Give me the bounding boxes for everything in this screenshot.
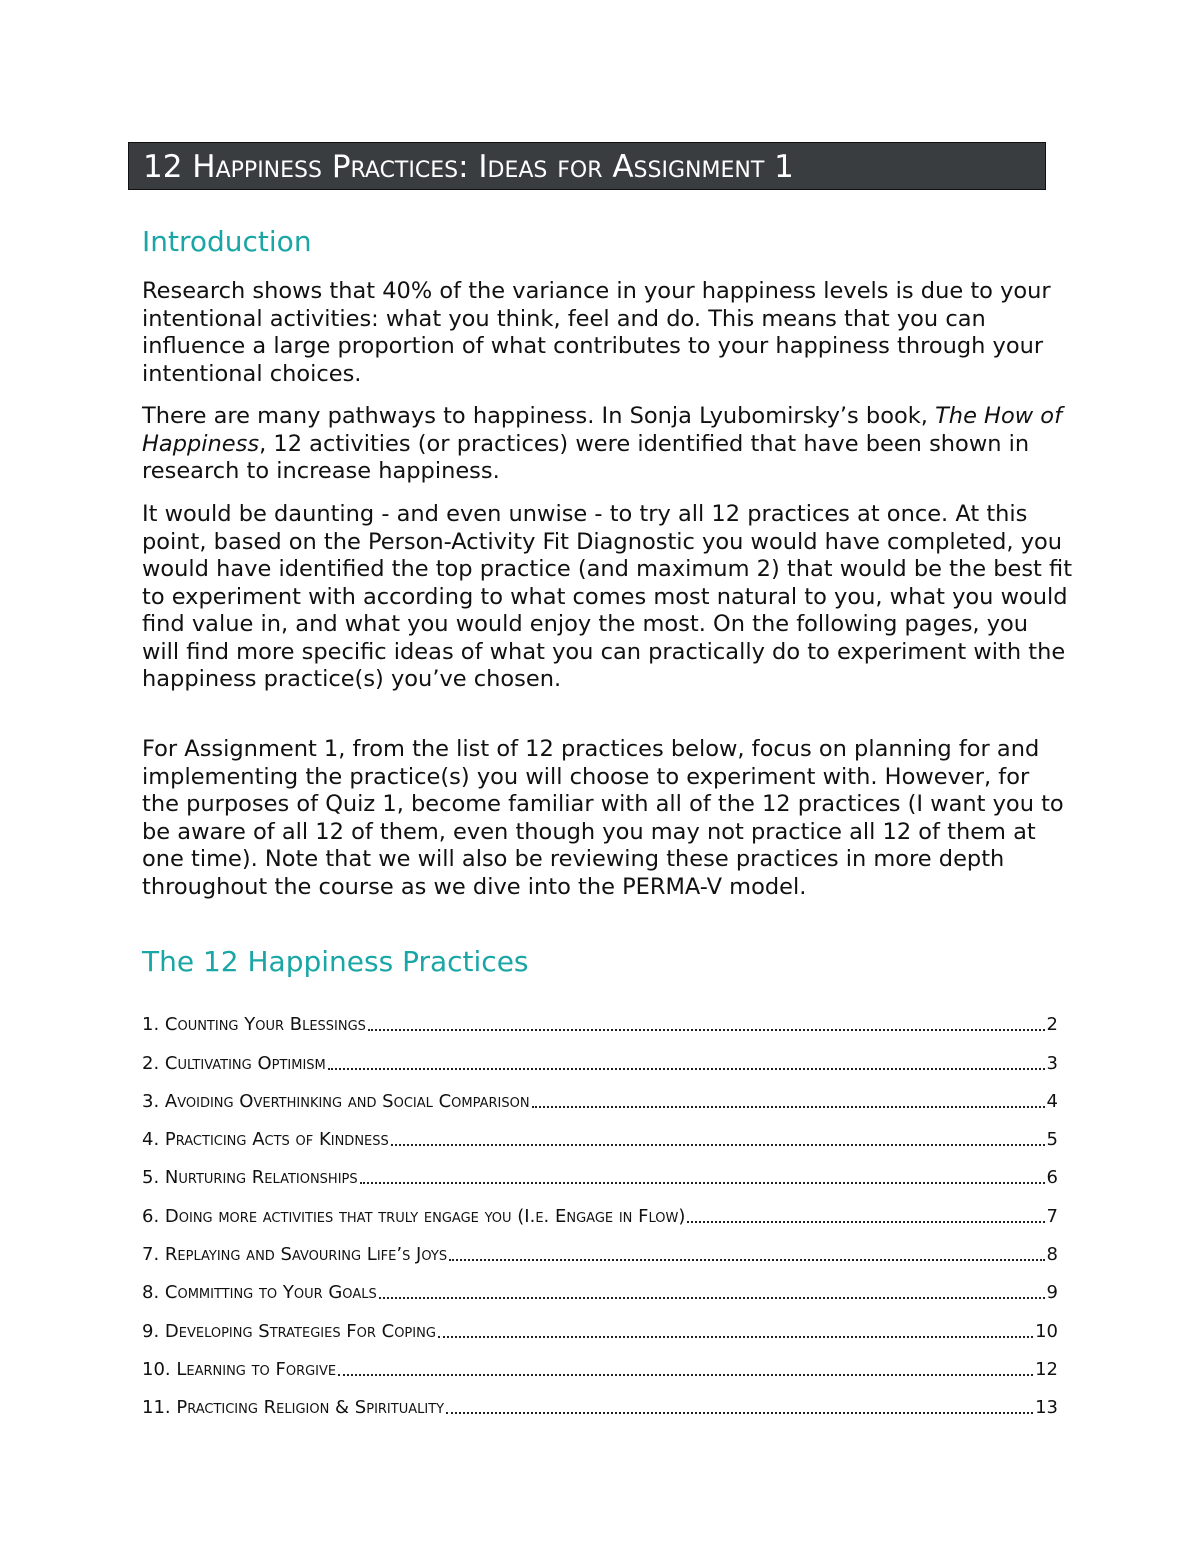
- toc-dot-leader: [449, 1259, 1044, 1261]
- toc-page-number[interactable]: 13: [1035, 1397, 1058, 1419]
- toc-entry[interactable]: [142, 1304, 1058, 1342]
- toc-dot-leader: [360, 1182, 1045, 1184]
- paragraph-pathways-end: , 12 activities (or practices) were identified that have been shown in research to increase happiness.: [142, 430, 1030, 484]
- toc-page-number[interactable]: 10: [1035, 1320, 1058, 1342]
- toc-entry[interactable]: [142, 1228, 1058, 1266]
- toc-entry[interactable]: [142, 1036, 1058, 1074]
- toc-entry[interactable]: [142, 1075, 1058, 1113]
- toc-entry[interactable]: [142, 1189, 1058, 1227]
- toc-entry[interactable]: [142, 1381, 1058, 1419]
- document-title: 12 Happiness Practices: Ideas for Assignment 1: [143, 149, 794, 185]
- toc-entry-label[interactable]: 5. Nurturing Relationships: [142, 1167, 358, 1189]
- book-title: The How of Happiness: [142, 403, 1062, 457]
- toc-entry-label[interactable]: 3. Avoiding Overthinking and Social Comparison: [142, 1090, 530, 1112]
- toc-dot-leader: [328, 1068, 1045, 1070]
- toc-entry-label[interactable]: 1. Counting Your Blessings: [142, 1014, 366, 1036]
- toc-page-number[interactable]: 8: [1046, 1244, 1058, 1266]
- toc-page-number[interactable]: 3: [1046, 1052, 1058, 1074]
- toc-dot-leader: [368, 1029, 1045, 1031]
- toc-page-number[interactable]: 7: [1046, 1205, 1058, 1227]
- toc-entry[interactable]: [142, 1151, 1058, 1189]
- title-bar: [128, 142, 1046, 190]
- toc-dot-leader: [687, 1221, 1044, 1223]
- toc-entry-label[interactable]: 9. Developing Strategies For Coping: [142, 1320, 436, 1342]
- toc-dot-leader: [379, 1297, 1045, 1299]
- practices-heading: The 12 Happiness Practices: [142, 945, 529, 978]
- toc-entry[interactable]: [142, 1343, 1058, 1381]
- paragraph-pathways: [142, 403, 1072, 486]
- paragraph-pathways-start: There are many pathways to happiness. In Sonja Lyubomirsky’s book,: [142, 403, 936, 429]
- toc-entry-label[interactable]: 2. Cultivating Optimism: [142, 1052, 326, 1074]
- toc-page-number[interactable]: 2: [1046, 1014, 1058, 1036]
- toc-dot-leader: [532, 1106, 1045, 1108]
- toc-dot-leader: [438, 1336, 1033, 1338]
- toc-entry-label[interactable]: 11. Practicing Religion & Spirituality: [142, 1397, 445, 1419]
- paragraph-research: Research shows that 40% of the variance in your happiness levels is due to your intentional activities: what you think, feel and do. This means that you can influence a large proportion of what contributes to your happiness through your intentional choices.: [142, 278, 1051, 387]
- toc-entry-label[interactable]: 6. Doing more activities that truly engage you (I.e. Engage in Flow): [142, 1205, 686, 1227]
- table-of-contents: [142, 998, 1058, 1419]
- toc-entry-label[interactable]: 7. Replaying and Savouring Life’s Joys: [142, 1244, 448, 1266]
- toc-entry[interactable]: [142, 998, 1058, 1036]
- toc-page-number[interactable]: 9: [1046, 1282, 1058, 1304]
- toc-page-number[interactable]: 12: [1035, 1358, 1058, 1380]
- toc-dot-leader: [446, 1412, 1033, 1414]
- toc-page-number[interactable]: 6: [1046, 1167, 1058, 1189]
- toc-entry-label[interactable]: 4. Practicing Acts of Kindness: [142, 1129, 389, 1151]
- toc-entry[interactable]: [142, 1266, 1058, 1304]
- paragraph-daunting: It would be daunting - and even unwise - to try all 12 practices at once. At this point, based on the Person-Activity Fit Diagnostic you would have completed, you would have identified the top practice (and maximum 2) that would be the best fit to experiment with according to what comes most natural to you, what you would find value in, and what you would enjoy the most. On the following pages, you will find more specific ideas of what you can practically do to experiment with the happiness practice(s) you’ve chosen.: [142, 501, 1073, 692]
- paragraph-assignment: For Assignment 1, from the list of 12 practices below, focus on planning for and implementing the practice(s) you will choose to experiment with. However, for the purposes of Quiz 1, become familiar with all of the 12 practices (I want you to be aware of all 12 of them, even though you may not practice all 12 of them at one time). Note that we will also be reviewing these practices in more depth throughout the course as we dive into the PERMA-V model.: [142, 736, 1064, 900]
- toc-entry[interactable]: [142, 1113, 1058, 1151]
- toc-dot-leader: [338, 1374, 1033, 1376]
- toc-page-number[interactable]: 4: [1046, 1090, 1058, 1112]
- toc-entry-label[interactable]: 8. Committing to Your Goals: [142, 1282, 377, 1304]
- toc-dot-leader: [391, 1144, 1045, 1146]
- toc-entry-label[interactable]: 10. Learning to Forgive: [142, 1358, 337, 1380]
- toc-page-number[interactable]: 5: [1046, 1129, 1058, 1151]
- introduction-heading: Introduction: [142, 225, 312, 258]
